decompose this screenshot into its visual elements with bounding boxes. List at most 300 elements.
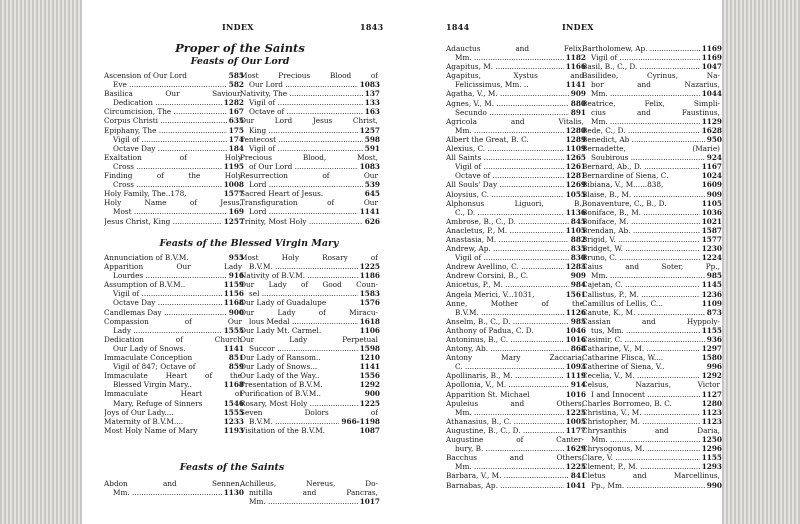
entry-name: Bacchus and Others, [446, 453, 584, 463]
entry-name: Anselm, B., C., D. ..... [446, 317, 569, 326]
index-entry [446, 253, 586, 262]
entry-page-number: 1293 [701, 462, 722, 472]
entry-page-number: 873 [706, 307, 722, 317]
entry-page-number [720, 380, 722, 389]
index-entry [582, 253, 722, 262]
entry-page-number: 1145 [701, 280, 722, 290]
entry-page-number: 1119 [565, 371, 586, 381]
entry-page-number: 167 [228, 107, 244, 117]
entry-name: Anastasia, M. ..... [446, 235, 569, 244]
entry-page-number: 900 [228, 307, 244, 317]
index-entry [446, 262, 586, 271]
index-entry [582, 126, 722, 135]
entry-name: Basil, B., C., D. ..... [582, 62, 700, 71]
entry-name: Anne, Mother of the [446, 298, 584, 308]
index-entry [582, 117, 722, 126]
entry-name: Octave of ..... [455, 171, 564, 180]
entry-page-number: 1141 [565, 80, 586, 90]
entry-page-number: 1186 [359, 271, 380, 281]
entry-page-number [720, 144, 722, 153]
index-entry [240, 280, 380, 289]
entry-page-number: 1109 [701, 298, 722, 308]
index-entry [104, 426, 244, 435]
index-entry [240, 71, 380, 80]
entry-name: Barbara, V., M. ..... [446, 471, 569, 480]
index-entry [446, 126, 586, 135]
page-number: 1843 [360, 22, 384, 32]
index-entry [446, 435, 586, 444]
index-entry [446, 417, 586, 426]
entry-page-number: 1105 [701, 198, 722, 208]
entry-page-number: 1609 [701, 180, 722, 190]
index-entry [104, 399, 244, 408]
entry-page-number: 1282 [223, 98, 244, 108]
index-entry [582, 226, 722, 235]
index-entry [582, 380, 722, 389]
index-entry [582, 317, 722, 326]
entry-page-number: 1289 [565, 134, 586, 144]
index-entry [582, 62, 722, 71]
entry-page-number: 891 [570, 107, 586, 117]
entry-page-number: 985 [706, 271, 722, 281]
index-entry [582, 362, 722, 371]
index-entry [104, 171, 244, 180]
entry-page-number: 1168 [223, 380, 244, 390]
entry-page-number: 966-1198 [341, 416, 380, 426]
entry-page-number: 1024 [701, 171, 722, 181]
entry-name: Secundo ..... [455, 108, 569, 117]
index-entry [446, 99, 586, 108]
index-entry [240, 198, 380, 207]
index-entry [446, 390, 586, 399]
index-entry [446, 317, 586, 326]
entry-page-number: 626 [364, 216, 380, 226]
entry-name: Resurrection of Our [240, 171, 378, 181]
entry-name: Vigil of ..... [249, 98, 363, 107]
entry-page-number: 1555 [223, 325, 244, 335]
entry-name: Apollonia, V., M. ..... [446, 380, 569, 389]
index-entry [446, 108, 586, 117]
entry-name: Apollinaris, B., M. ..... [446, 371, 564, 380]
entry-page-number: 133 [364, 98, 380, 108]
entry-name: Immaculate Heart of [104, 389, 242, 399]
index-column [446, 44, 586, 490]
entry-name: Christina, V., M. ..... [582, 408, 700, 417]
entry-page-number: 163 [364, 107, 380, 117]
index-entry [240, 298, 380, 307]
entry-name: Anthony of Padua, C. D. [446, 325, 534, 335]
index-entry [240, 479, 380, 488]
running-head: INDEX [562, 22, 594, 32]
entry-page-number: 1236 [701, 289, 722, 299]
entry-name: Andrew Avellino, C. ..... [446, 262, 564, 271]
entry-name: Pp., Mm. ..... [591, 481, 705, 490]
entry-page-number: 645 [364, 189, 380, 199]
index-entry [240, 497, 380, 506]
index-entry [104, 271, 244, 280]
entry-name: King ..... [249, 126, 358, 135]
index-entry [240, 335, 380, 344]
index-entry [582, 53, 722, 62]
entry-name: Andrew Corsini, B., C. [446, 271, 529, 281]
entry-page-number: 1225 [565, 462, 586, 472]
entry-name: Vigil of ..... [455, 162, 564, 171]
entry-page-number [720, 99, 722, 108]
entry-name: Cecelia, V., M. ..... [582, 371, 700, 380]
entry-page-number: 1250 [701, 435, 722, 445]
entry-page-number: 909 [570, 89, 586, 99]
index-entry [582, 435, 722, 444]
entry-page-number: 1629 [565, 444, 586, 454]
entry-page-number: 591 [364, 143, 380, 153]
entry-name: B.V.M. ..... [249, 262, 358, 271]
entry-name: Mm. ..... [591, 271, 705, 280]
entry-name: Antony Mary Zaccaria, [446, 353, 584, 363]
entry-page-number: 184 [228, 143, 244, 153]
entry-page-number: 1005 [565, 416, 586, 426]
index-entry [104, 317, 244, 326]
entry-page-number: 1169 [701, 53, 722, 63]
index-entry [582, 153, 722, 162]
entry-name: Blaise, B., M. ..... [582, 190, 705, 199]
entry-name: Nativity, The ..... [240, 89, 363, 98]
index-entry [582, 453, 722, 462]
index-entry [582, 99, 722, 108]
entry-name: Brendan, Ab. ..... [582, 226, 700, 235]
entry-page-number: 1167 [701, 162, 722, 172]
entry-name: Cross ..... [113, 162, 222, 171]
index-entry [582, 80, 722, 89]
entry-page-number: 635 [228, 116, 244, 126]
entry-page-number [378, 408, 380, 417]
index-entry [240, 417, 380, 426]
entry-name: Casimir, C. ..... [582, 335, 705, 344]
entry-page-number [720, 262, 722, 271]
entry-name: Octave Day ..... [113, 144, 227, 153]
entry-name: Bernard, Ab., D. ..... [582, 162, 700, 171]
entry-name: Circumcision, The ..... [104, 107, 227, 116]
entry-page-number: 1156 [223, 289, 244, 299]
index-entry [446, 471, 586, 480]
entry-name: Cajetan, C. ..... [582, 280, 700, 289]
index-entry [446, 199, 586, 208]
entry-page-number: 1587 [701, 225, 722, 235]
entry-page-number: 1280 [565, 125, 586, 135]
index-entry [582, 71, 722, 80]
index-entry [240, 189, 380, 198]
index-entry [104, 417, 244, 426]
left-page-edge [0, 0, 82, 524]
entry-name: Bonaventure, C., B., D. [582, 198, 667, 208]
entry-name: Boniface, M. ..... [582, 217, 700, 226]
entry-page-number: 175 [228, 125, 244, 135]
page-number: 1844 [446, 22, 470, 32]
entry-name: Our Lord ..... [249, 80, 358, 89]
entry-page-number: 845 [570, 216, 586, 226]
entry-name: Dedication ..... [113, 98, 222, 107]
entry-name: Mm. ..... [455, 126, 564, 135]
index-entry [240, 162, 380, 171]
index-entry [582, 144, 722, 153]
index-entry [446, 180, 586, 189]
index-entry [104, 408, 244, 417]
entry-name: Mm. ..... [591, 117, 700, 126]
index-entry [240, 217, 380, 226]
index-entry [240, 308, 380, 317]
entry-page-number: 1182 [565, 53, 586, 63]
entry-name: Agricola and Vitalis, [446, 116, 584, 126]
entry-page-number: 1257 [223, 216, 244, 226]
entry-page-number: 585 [228, 71, 244, 80]
index-entry [582, 390, 722, 399]
entry-name: Boniface, B., M. ..... [582, 208, 700, 217]
entry-name: C. ..... [455, 362, 564, 371]
entry-name: Vigil of ..... [455, 253, 569, 262]
running-head: INDEX [222, 22, 254, 32]
entry-name: Christopher, M. ..... [582, 417, 700, 426]
index-entry [582, 262, 722, 271]
entry-name: mitilla and Pancras, [249, 488, 378, 498]
index-entry [446, 135, 586, 144]
entry-name: C., D. ..... [455, 208, 564, 217]
index-entry [240, 80, 380, 89]
index-entry [446, 80, 586, 89]
entry-page-number [720, 426, 722, 435]
index-entry [240, 126, 380, 135]
index-column [240, 71, 380, 226]
entry-page-number [378, 153, 380, 162]
index-entry [240, 326, 380, 335]
entry-page-number: 996 [706, 362, 722, 372]
entry-name: Bernardine of Siena, C. [582, 171, 669, 181]
index-column [104, 71, 244, 226]
entry-name: Our Lady of Guadalupe [240, 298, 327, 308]
index-entry [446, 380, 586, 389]
left-page [82, 0, 402, 524]
index-entry [104, 71, 244, 80]
index-entry [446, 208, 586, 217]
index-entry [104, 380, 244, 389]
entry-page-number: 1055 [565, 189, 586, 199]
entry-name: Angela Merici, V...1031, [446, 289, 535, 299]
entry-page-number [720, 471, 722, 480]
entry-page-number [720, 71, 722, 80]
entry-page-number: 137 [364, 89, 380, 99]
entry-name: Agnes, V., M. ..... [446, 99, 569, 108]
entry-name: Corpus Christi ..... [104, 116, 227, 125]
entry-name: Soubirous ..... [591, 153, 705, 162]
entry-page-number: 1041 [565, 480, 586, 490]
entry-name: of Our Lord ..... [249, 162, 358, 171]
index-entry [582, 344, 722, 353]
entry-page-number: 851 [228, 353, 244, 363]
entry-name: Vigil of ..... [591, 53, 700, 62]
entry-name: Brigid, V. ..... [582, 235, 700, 244]
entry-name: Callistus, P., M. ..... [582, 290, 700, 299]
index-entry [446, 371, 586, 380]
index-entry [104, 189, 244, 198]
entry-name: Mary, Refuge of Sinners [113, 398, 203, 408]
entry-page-number: 882 [570, 234, 586, 244]
entry-name: Lourdes ..... [113, 271, 227, 280]
entry-name: Anacletus, P., M. ..... [446, 226, 564, 235]
index-entry [582, 308, 722, 317]
index-entry [240, 362, 380, 371]
entry-name: Catharine Flisca, W.... [582, 353, 664, 363]
entry-name: Lady ..... [113, 326, 222, 335]
entry-page-number: 1105 [565, 225, 586, 235]
entry-page-number: 539 [364, 180, 380, 190]
entry-name: Camillus of Lellis, C... [582, 298, 663, 308]
index-entry [446, 481, 586, 490]
entry-name: Blessed Virgin Mary.. [113, 380, 192, 390]
index-entry [446, 399, 586, 408]
index-entry [582, 462, 722, 471]
entry-page-number: 950 [706, 134, 722, 144]
entry-name: Assumption of B.V.M.. [104, 280, 186, 290]
entry-name: Chrysanthis and Daria, [582, 425, 720, 435]
entry-name: Octave of ..... [249, 107, 363, 116]
entry-page-number: 1136 [565, 207, 586, 217]
entry-page-number: 1292 [359, 380, 380, 390]
index-entry [582, 353, 722, 362]
entry-name: Cross ..... [113, 180, 222, 189]
entry-name: Immaculate Heart of the [104, 371, 242, 381]
index-entry [446, 144, 586, 153]
entry-name: bor and Nazarius, [591, 80, 720, 90]
index-entry [582, 408, 722, 417]
entry-page-number: 1598 [359, 343, 380, 353]
entry-page-number [720, 317, 722, 326]
entry-name: Our Lady of Good Coun- [240, 280, 378, 290]
entry-page-number: 990 [706, 480, 722, 490]
entry-name: Our Lady of the Way.. [240, 371, 320, 381]
entry-name: Vigil of ..... [113, 289, 222, 298]
index-entry [104, 153, 244, 162]
entry-name: Most ..... [113, 207, 227, 216]
index-entry [240, 399, 380, 408]
index-column [240, 253, 380, 435]
entry-name: Clement, P., M. ..... [582, 462, 700, 471]
entry-page-number: 1195 [223, 161, 244, 171]
index-entry [446, 353, 586, 362]
index-entry [582, 326, 722, 335]
index-entry [240, 171, 380, 180]
entry-page-number: 916 [228, 271, 244, 281]
right-page-edge [722, 0, 800, 524]
index-entry [104, 89, 244, 98]
index-entry [446, 362, 586, 371]
entry-page-number: 880 [570, 98, 586, 108]
index-entry [104, 198, 244, 207]
entry-name: Mm. ..... [455, 53, 564, 62]
entry-name: Our Lady of Snows. [113, 343, 186, 353]
entry-name: Beatrice, Felix, Simpli- [582, 98, 720, 108]
entry-name: B.V.M. ..... [249, 417, 339, 426]
entry-name: Octave Day ..... [113, 298, 222, 307]
entry-page-number: 984 [570, 280, 586, 290]
entry-page-number: 1129 [701, 116, 722, 126]
index-entry [104, 280, 244, 289]
entry-page-number: 1556 [359, 371, 380, 381]
entry-name: cius and Faustinus, [591, 107, 720, 117]
index-entry [582, 399, 722, 408]
entry-name: Maternity of B.V.M.... [104, 416, 184, 426]
entry-page-number: 1583 [359, 289, 380, 299]
entry-page-number: 598 [364, 134, 380, 144]
index-entry [104, 389, 244, 398]
entry-page-number: 1036 [701, 207, 722, 217]
entry-name: Basilideo, Cyrinus, Na- [582, 71, 720, 81]
index-entry [446, 462, 586, 471]
entry-name: bury, B. ..... [455, 444, 564, 453]
entry-page-number: 1168 [223, 298, 244, 308]
entry-name: Most Holy Rosary of [240, 253, 378, 262]
entry-page-number: 1261 [565, 162, 586, 172]
entry-page-number: 1126 [565, 307, 586, 317]
entry-page-number: 859 [228, 362, 244, 372]
main-title: Proper of the Saints [175, 41, 305, 55]
entry-name: Annunciation of B.V.M. [104, 253, 189, 262]
entry-name: Precious Blood, Most, [240, 152, 378, 162]
entry-page-number: 909 [570, 271, 586, 281]
entry-name: Antony, Ab. ..... [446, 344, 569, 353]
entry-page-number: 1093 [565, 362, 586, 372]
entry-page-number: 1628 [701, 125, 722, 135]
index-entry [582, 290, 722, 299]
index-entry [240, 389, 380, 398]
entry-page-number: 914 [570, 380, 586, 390]
entry-page-number: 1047 [701, 62, 722, 72]
entry-page-number: 1169 [701, 44, 722, 53]
entry-page-number: 1280 [701, 398, 722, 408]
entry-name: Mm. ..... [249, 497, 358, 506]
index-entry [240, 408, 380, 417]
entry-page-number: 900 [364, 389, 380, 399]
entry-name: Finding of the Holy [104, 171, 242, 181]
index-entry [582, 199, 722, 208]
index-entry [582, 89, 722, 98]
index-entry [104, 344, 244, 353]
entry-page-number: 1577 [223, 189, 244, 199]
entry-page-number: 1297 [701, 344, 722, 354]
entry-page-number: 1225 [565, 407, 586, 417]
entry-page-number: 1130 [223, 488, 244, 498]
entry-page-number: 1083 [359, 80, 380, 90]
entry-page-number: 955 [228, 253, 244, 262]
index-entry [240, 153, 380, 162]
entry-page-number: 1177 [565, 425, 586, 435]
entry-name: Alexius, C. ..... [446, 144, 564, 153]
entry-name: B.V.M. ..... [455, 308, 564, 317]
entry-page-number: 1087 [359, 425, 380, 435]
entry-name: Sacred Heart of Jesus. [240, 189, 324, 199]
entry-name: Transfiguration of Our [240, 198, 378, 208]
entry-page-number: 582 [228, 80, 244, 90]
entry-name: Candlemas Day ..... [104, 308, 227, 317]
index-entry [582, 180, 722, 189]
index-entry [446, 444, 586, 453]
index-entry [104, 144, 244, 153]
entry-name: Pentecost ..... [240, 135, 363, 144]
entry-page-number: 1155 [701, 453, 722, 463]
entry-name: Agapitus, M. ..... [446, 62, 564, 71]
index-entry [446, 71, 586, 80]
entry-page-number: 1021 [701, 216, 722, 226]
entry-name: Mm. ..... [455, 462, 564, 471]
entry-page-number [720, 108, 722, 117]
entry-page-number: 1233 [223, 416, 244, 426]
